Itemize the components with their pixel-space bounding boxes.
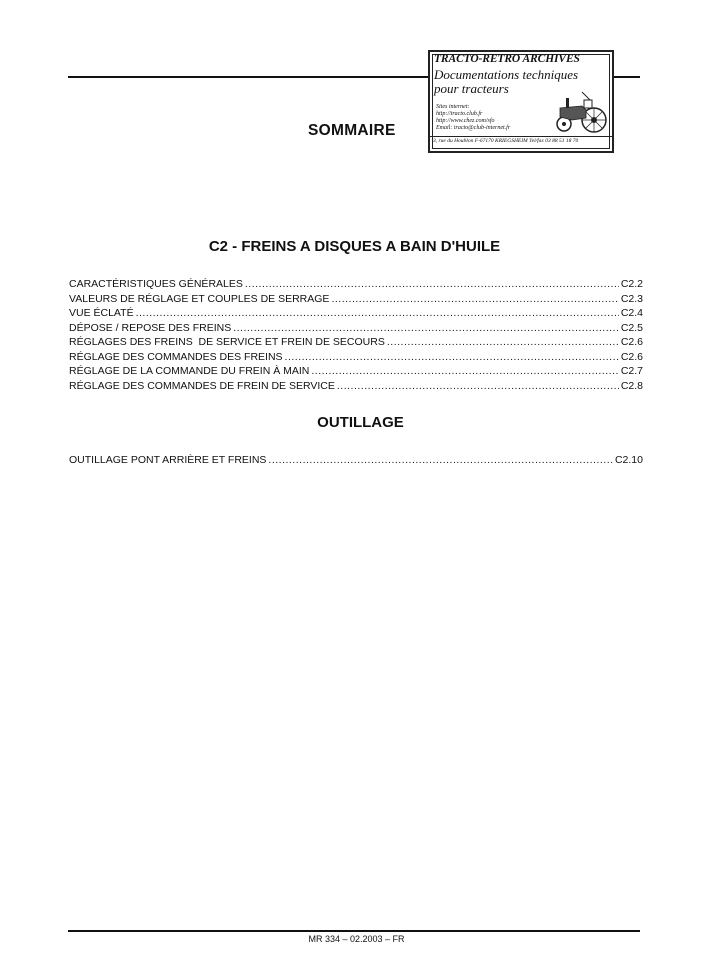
toc-freins	[69, 277, 643, 393]
toc-entry[interactable]	[69, 350, 643, 365]
archive-stamp	[428, 50, 614, 153]
toc-leader-dots	[337, 379, 619, 394]
section-title-outillage: OUTILLAGE	[317, 414, 404, 431]
toc-leader-dots	[245, 277, 619, 292]
toc-leader-dots	[233, 321, 619, 336]
toc-entry[interactable]	[69, 292, 643, 307]
stamp-site1: http://tracto.club.fr	[436, 111, 483, 117]
tractor-icon	[552, 90, 610, 134]
toc-entry[interactable]	[69, 306, 643, 321]
stamp-title: TRACTO-RETRO ARCHIVES	[434, 53, 580, 65]
toc-entry[interactable]	[69, 379, 643, 394]
stamp-email: Email: tracto@club-internet.fr	[436, 125, 511, 131]
toc-entry-label: RÉGLAGE DES COMMANDES DE FREIN DE SERVICE	[69, 379, 335, 392]
toc-entry[interactable]	[69, 453, 643, 468]
toc-entry[interactable]	[69, 277, 643, 292]
toc-entry-page: C2.6	[620, 336, 643, 348]
toc-entry[interactable]	[69, 364, 643, 379]
toc-entry-page: C2.5	[620, 321, 643, 334]
toc-entry-label: RÉGLAGE DES COMMANDES DES FREINS	[69, 350, 283, 363]
toc-entry[interactable]	[69, 335, 643, 350]
toc-leader-dots	[268, 453, 613, 468]
stamp-site2: http://www.chez.com/sfo	[436, 118, 495, 124]
toc-entry-page: C2.10	[614, 454, 643, 466]
stamp-subtitle-line2: pour tracteurs	[434, 81, 509, 96]
toc-entry-page: C2.8	[620, 379, 643, 392]
toc-leader-dots	[285, 350, 619, 365]
toc-leader-dots	[136, 306, 619, 321]
toc-entry[interactable]	[69, 321, 643, 336]
stamp-address: 3, rue du Houblon F-67170 KRIEGSHEIM Tel/fax 03 88 51 18 70	[433, 138, 579, 144]
toc-entry-page: C2.6	[620, 350, 643, 363]
toc-entry-label: VUE ÉCLATÉ	[69, 307, 134, 319]
toc-entry-page: C2.7	[620, 365, 643, 377]
toc-entry-label: RÉGLAGE DE LA COMMANDE DU FREIN À MAIN	[69, 365, 310, 377]
toc-entry-label: RÉGLAGES DES FREINS DE SERVICE ET FREIN DE SECOURS	[69, 336, 385, 348]
section-title-freins: C2 - FREINS A DISQUES A BAIN D'HUILE	[208, 238, 501, 255]
toc-entry-label: CARACTÉRISTIQUES GÉNÉRALES	[69, 278, 243, 290]
toc-entry-label: DÉPOSE / REPOSE DES FREINS	[69, 321, 232, 334]
toc-leader-dots	[331, 292, 618, 307]
page-footer: MR 334 – 02.2003 – FR	[308, 934, 405, 944]
toc-entry-label: OUTILLAGE PONT ARRIÈRE ET FREINS	[69, 454, 267, 466]
toc-leader-dots	[387, 335, 619, 350]
toc-leader-dots	[311, 364, 618, 379]
page-title: SOMMAIRE	[308, 122, 396, 139]
bottom-rule	[68, 930, 640, 932]
toc-entry-page: C2.4	[620, 307, 643, 319]
stamp-sites-label: Sites internet:	[436, 104, 470, 110]
toc-entry-page: C2.3	[620, 292, 643, 305]
toc-outillage	[69, 453, 643, 468]
stamp-divider	[430, 136, 612, 137]
toc-entry-page: C2.2	[620, 278, 643, 290]
stamp-subtitle-line1: Documentations techniques	[434, 67, 579, 82]
toc-entry-label: VALEURS DE RÉGLAGE ET COUPLES DE SERRAGE	[69, 292, 330, 305]
